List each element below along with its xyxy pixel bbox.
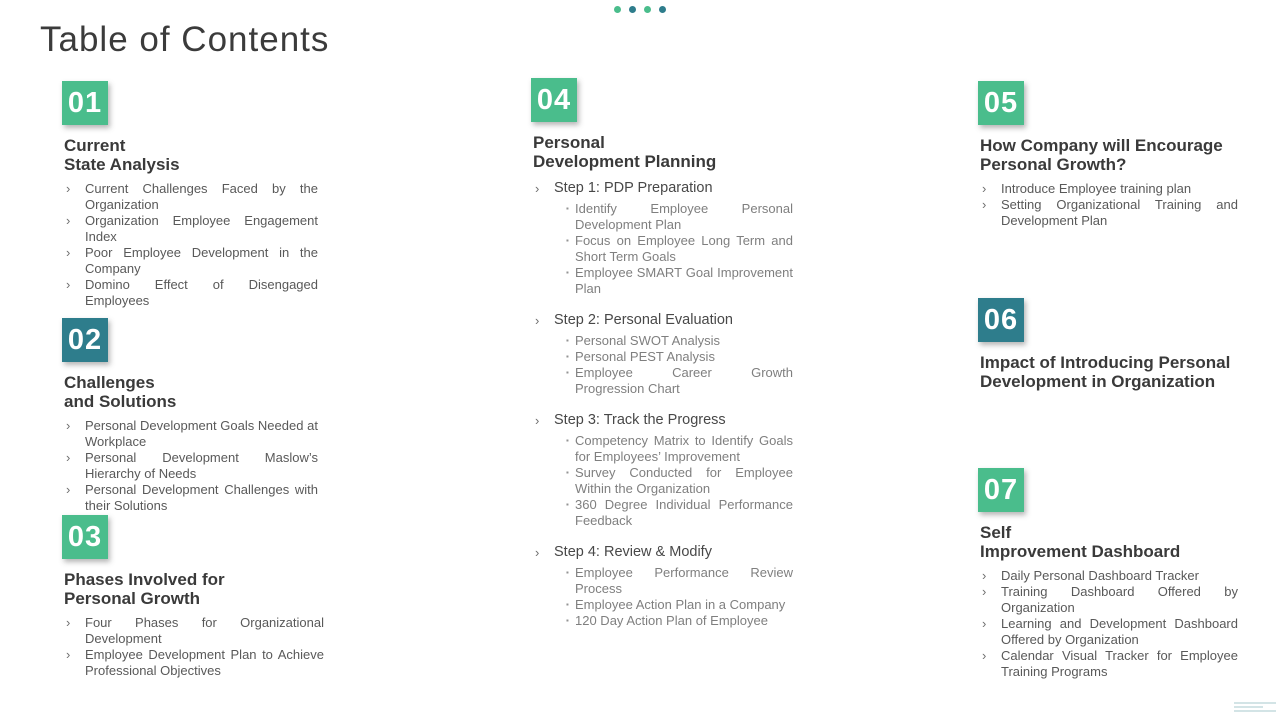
bullet-marker-icon: ▪ bbox=[566, 368, 569, 377]
section-01-title bbox=[64, 136, 318, 174]
chevron-marker-icon: › bbox=[66, 181, 71, 196]
list-item bbox=[66, 482, 318, 514]
chevron-marker-icon: › bbox=[66, 245, 71, 260]
bullet-marker-icon: ▪ bbox=[566, 336, 569, 345]
sub-item-text: 360 Degree Individual Performance Feedback bbox=[575, 497, 793, 528]
section-01-list bbox=[66, 181, 318, 309]
step-block bbox=[535, 312, 793, 397]
sub-item bbox=[566, 465, 793, 497]
step-subitems bbox=[566, 333, 793, 397]
sub-item-text: Identify Employee Personal Development Plan bbox=[575, 201, 793, 232]
section-06-title bbox=[980, 353, 1240, 391]
step-block bbox=[535, 544, 793, 629]
sub-item bbox=[566, 333, 793, 349]
section-03 bbox=[62, 515, 324, 679]
section-05-title bbox=[980, 136, 1238, 174]
title-line: How Company will Encourage bbox=[980, 136, 1223, 155]
step-title: Step 3: Track the Progress bbox=[554, 412, 726, 428]
list-item-text: Learning and Development Dashboard Offered by Organization bbox=[1001, 616, 1238, 647]
step-title: Step 1: PDP Preparation bbox=[554, 180, 713, 196]
list-item-text: Introduce Employee training plan bbox=[1001, 181, 1192, 196]
list-item-text: Calendar Visual Tracker for Employee Training Programs bbox=[1001, 648, 1238, 679]
chevron-marker-icon: › bbox=[982, 648, 987, 663]
title-line: Self bbox=[980, 523, 1012, 542]
sub-item bbox=[566, 613, 793, 629]
list-item bbox=[66, 277, 318, 309]
chevron-marker-icon: › bbox=[982, 181, 987, 196]
step-heading bbox=[535, 412, 793, 429]
step-block bbox=[535, 180, 793, 297]
title-line: Challenges bbox=[64, 373, 155, 392]
step-title: Step 4: Review & Modify bbox=[554, 544, 712, 560]
section-07-number-box: 07 bbox=[978, 468, 1024, 512]
page-title: Table of Contents bbox=[40, 20, 330, 59]
list-item bbox=[982, 584, 1238, 616]
list-item bbox=[66, 213, 318, 245]
list-item-text: Daily Personal Dashboard Tracker bbox=[1001, 568, 1199, 583]
chevron-marker-icon: › bbox=[982, 584, 987, 599]
sub-item bbox=[566, 265, 793, 297]
section-07 bbox=[978, 468, 1238, 680]
step-subitems bbox=[566, 433, 793, 529]
chevron-marker-icon: › bbox=[535, 181, 540, 196]
section-02-number-box: 02 bbox=[62, 318, 108, 362]
list-item-text: Setting Organizational Training and Development Plan bbox=[1001, 197, 1238, 228]
section-02-list bbox=[66, 418, 318, 514]
list-item bbox=[66, 181, 318, 213]
chevron-marker-icon: › bbox=[66, 213, 71, 228]
bullet-marker-icon: ▪ bbox=[566, 500, 569, 509]
list-item-text: Training Dashboard Offered by Organization bbox=[1001, 584, 1238, 615]
chevron-marker-icon: › bbox=[66, 482, 71, 497]
title-line: Personal Growth bbox=[64, 589, 201, 608]
section-06 bbox=[978, 298, 1240, 391]
list-item bbox=[66, 245, 318, 277]
bullet-marker-icon: ▪ bbox=[566, 468, 569, 477]
step-heading bbox=[535, 312, 793, 329]
list-item-text: Poor Employee Development in the Company bbox=[85, 245, 318, 276]
title-line: Impact of Introducing Personal bbox=[980, 353, 1231, 372]
title-line: Development in Organization bbox=[980, 372, 1216, 391]
sub-item-text: Survey Conducted for Employee Within the Organization bbox=[575, 465, 793, 496]
list-item bbox=[982, 616, 1238, 648]
chevron-marker-icon: › bbox=[66, 450, 71, 465]
sub-item-text: Employee Performance Review Process bbox=[575, 565, 793, 596]
bullet-marker-icon: ▪ bbox=[566, 616, 569, 625]
title-line: Phases Involved for bbox=[64, 570, 225, 589]
title-line: State Analysis bbox=[64, 155, 180, 174]
section-03-list bbox=[66, 615, 324, 679]
bullet-marker-icon: ▪ bbox=[566, 268, 569, 277]
list-item bbox=[982, 181, 1238, 197]
list-item bbox=[66, 450, 318, 482]
dot-icon bbox=[614, 6, 621, 13]
sub-item bbox=[566, 349, 793, 365]
step-block bbox=[535, 412, 793, 529]
list-item-text: Personal Development Goals Needed at Workplace bbox=[85, 418, 318, 449]
chevron-marker-icon: › bbox=[982, 197, 987, 212]
section-04-steps bbox=[535, 180, 793, 629]
list-item-text: Four Phases for Organizational Development bbox=[85, 615, 324, 646]
bullet-marker-icon: ▪ bbox=[566, 236, 569, 245]
title-line: Improvement Dashboard bbox=[980, 542, 1181, 561]
list-item-text: Domino Effect of Disengaged Employees bbox=[85, 277, 318, 308]
dot-icon bbox=[629, 6, 636, 13]
sub-item-text: Personal SWOT Analysis bbox=[575, 333, 720, 348]
list-item bbox=[982, 568, 1238, 584]
sub-item bbox=[566, 497, 793, 529]
dot-icon bbox=[644, 6, 651, 13]
section-04-number-box: 04 bbox=[531, 78, 577, 122]
sub-item-text: Personal PEST Analysis bbox=[575, 349, 715, 364]
section-02-title bbox=[64, 373, 318, 411]
list-item bbox=[66, 615, 324, 647]
list-item-text: Personal Development Maslow’s Hierarchy of Needs bbox=[85, 450, 318, 481]
list-item bbox=[982, 648, 1238, 680]
section-01 bbox=[62, 81, 318, 309]
chevron-marker-icon: › bbox=[535, 313, 540, 328]
step-subitems bbox=[566, 201, 793, 297]
list-item-text: Organization Employee Engagement Index bbox=[85, 213, 318, 244]
section-04 bbox=[531, 78, 793, 629]
bullet-marker-icon: ▪ bbox=[566, 568, 569, 577]
chevron-marker-icon: › bbox=[66, 647, 71, 662]
step-heading bbox=[535, 180, 793, 197]
title-line: Current bbox=[64, 136, 126, 155]
section-03-number-box: 03 bbox=[62, 515, 108, 559]
section-05 bbox=[978, 81, 1238, 229]
bullet-marker-icon: ▪ bbox=[566, 204, 569, 213]
list-item-text: Personal Development Challenges with their Solutions bbox=[85, 482, 318, 513]
list-item bbox=[982, 197, 1238, 229]
title-line: and Solutions bbox=[64, 392, 177, 411]
section-02 bbox=[62, 318, 318, 514]
list-item-text: Current Challenges Faced by the Organization bbox=[85, 181, 318, 212]
sub-item-text: Employee SMART Goal Improvement Plan bbox=[575, 265, 793, 296]
chevron-marker-icon: › bbox=[982, 616, 987, 631]
chevron-marker-icon: › bbox=[982, 568, 987, 583]
sub-item bbox=[566, 201, 793, 233]
section-04-title bbox=[533, 133, 793, 171]
chevron-marker-icon: › bbox=[66, 615, 71, 630]
header-dots bbox=[614, 6, 666, 13]
sub-item-text: Focus on Employee Long Term and Short Term Goals bbox=[575, 233, 793, 264]
title-line: Personal bbox=[533, 133, 605, 152]
dot-icon bbox=[659, 6, 666, 13]
sub-item bbox=[566, 233, 793, 265]
list-item-text: Employee Development Plan to Achieve Professional Objectives bbox=[85, 647, 324, 678]
section-05-number-box: 05 bbox=[978, 81, 1024, 125]
sub-item bbox=[566, 597, 793, 613]
list-item bbox=[66, 418, 318, 450]
chevron-marker-icon: › bbox=[535, 545, 540, 560]
bullet-marker-icon: ▪ bbox=[566, 436, 569, 445]
watermark-lines bbox=[1234, 700, 1276, 712]
title-line: Development Planning bbox=[533, 152, 717, 171]
section-05-list bbox=[982, 181, 1238, 229]
sub-item-text: Employee Career Growth Progression Chart bbox=[575, 365, 793, 396]
section-03-title bbox=[64, 570, 324, 608]
chevron-marker-icon: › bbox=[66, 277, 71, 292]
chevron-marker-icon: › bbox=[66, 418, 71, 433]
section-07-list bbox=[982, 568, 1238, 680]
step-title: Step 2: Personal Evaluation bbox=[554, 312, 733, 328]
bullet-marker-icon: ▪ bbox=[566, 600, 569, 609]
step-heading bbox=[535, 544, 793, 561]
list-item bbox=[66, 647, 324, 679]
section-06-number-box: 06 bbox=[978, 298, 1024, 342]
sub-item bbox=[566, 365, 793, 397]
section-07-title bbox=[980, 523, 1238, 561]
sub-item-text: Competency Matrix to Identify Goals for Employees’ Improvement bbox=[575, 433, 793, 464]
sub-item-text: Employee Action Plan in a Company bbox=[575, 597, 786, 612]
step-subitems bbox=[566, 565, 793, 629]
sub-item bbox=[566, 565, 793, 597]
title-line: Personal Growth? bbox=[980, 155, 1127, 174]
bullet-marker-icon: ▪ bbox=[566, 352, 569, 361]
section-01-number-box: 01 bbox=[62, 81, 108, 125]
sub-item-text: 120 Day Action Plan of Employee bbox=[575, 613, 768, 628]
sub-item bbox=[566, 433, 793, 465]
chevron-marker-icon: › bbox=[535, 413, 540, 428]
